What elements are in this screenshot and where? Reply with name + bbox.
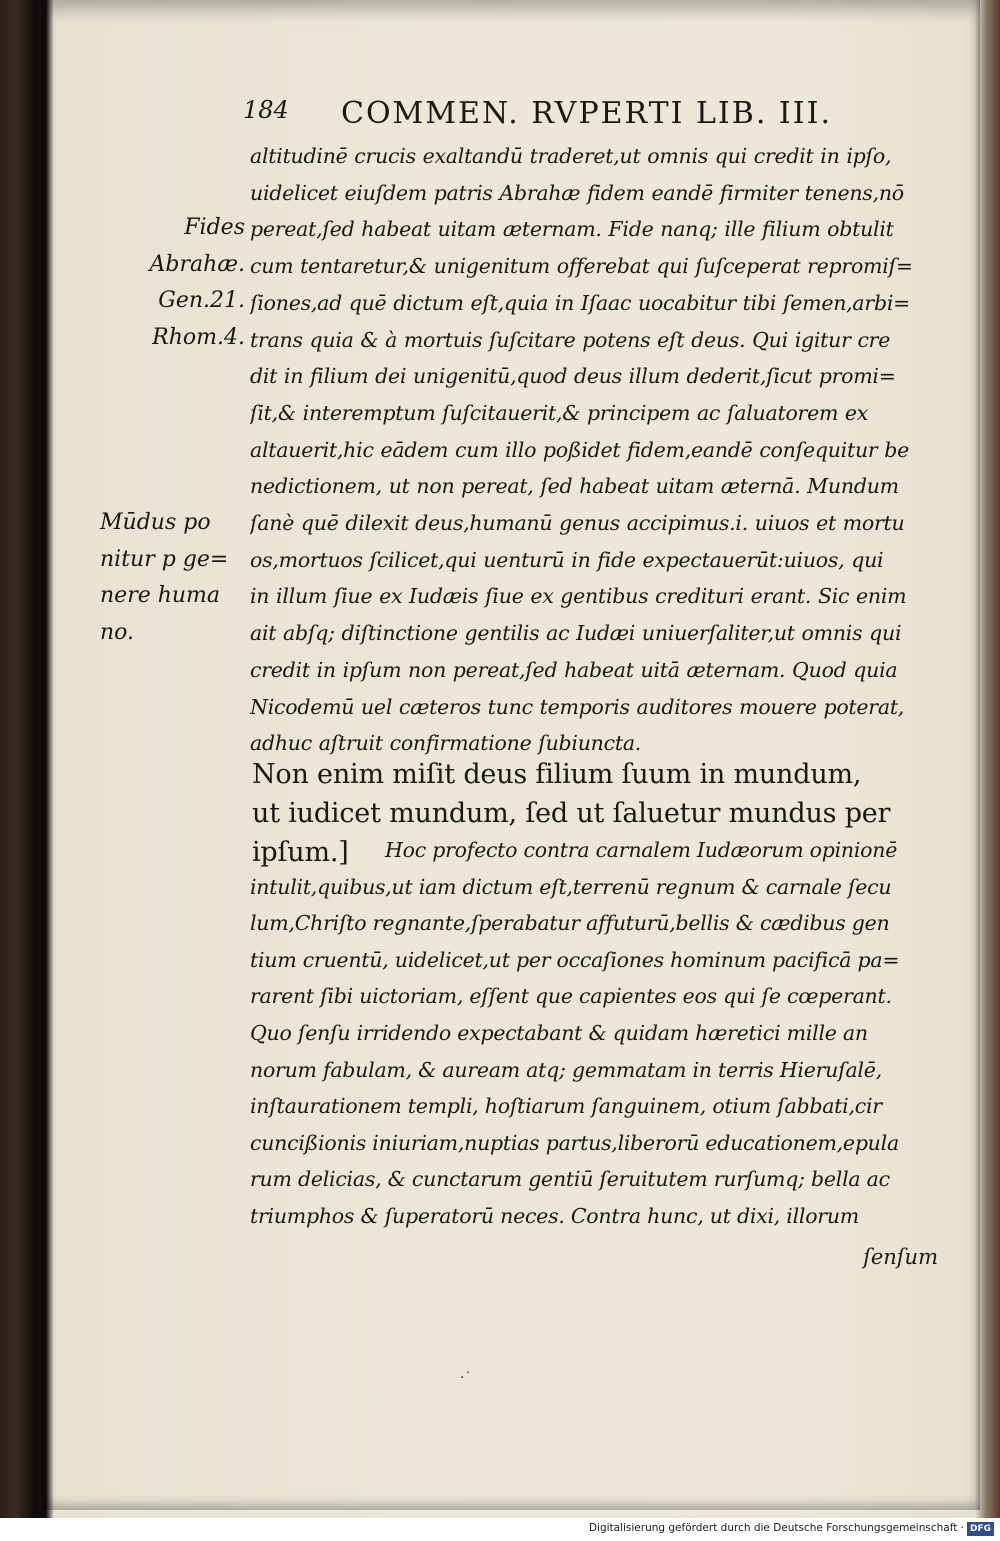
margin-note-abrahae: Abrahæ. xyxy=(149,251,245,277)
commentary-text-block-2 xyxy=(250,832,938,1235)
dfg-logo: DFG xyxy=(967,1522,994,1536)
text-line: tium cruentū, uidelicet,ut per occaſiones hominum pacificā pa= xyxy=(250,947,900,972)
margin-note-fides: Fides xyxy=(184,215,245,240)
text-line: altitudinē crucis exaltandū traderet,ut omnis qui credit in ipſo, xyxy=(250,144,892,168)
credit-bar xyxy=(0,1518,1000,1541)
margin-note-mundus-line: no. xyxy=(100,619,135,645)
text-line: nedictionem, ut non pereat, ſed habeat uitam æternā. Mundum xyxy=(250,474,899,499)
margin-note-romans-ref: Rhom.4. xyxy=(152,324,245,350)
text-line: pereat,ſed habeat uitam æternam. Fide nanq; ille filium obtulit xyxy=(250,217,894,242)
catchword: ſenſum xyxy=(863,1245,938,1269)
margin-note-mundus-line: nere huma xyxy=(100,583,221,608)
text-line: in illum ſiue ex Iudæis ſiue ex gentibus credituri erant. Sic enim xyxy=(250,584,907,609)
scripture-line: ut iudicet mundum, ſed ut ſaluetur mundus per xyxy=(252,798,891,829)
text-line: credit in ipſum non pereat,ſed habeat uitā æternam. Quod quia xyxy=(250,657,898,682)
margin-notes xyxy=(100,210,245,645)
scripture-line: ipſum.] xyxy=(252,837,349,868)
text-line: ſiones,ad quē dictum eſt,quia in Iſaac uocabitur tibi ſemen,arbi= xyxy=(250,290,911,315)
margin-note-mundus-line: nitur p ge= xyxy=(100,546,229,572)
margin-note-genesis-ref: Gen.21. xyxy=(158,288,245,313)
running-header xyxy=(243,96,943,140)
text-line: trans quia & à mortuis ſuſcitare potens eſt deus. Qui igitur cre xyxy=(250,327,891,352)
scripture-line: Non enim miſit deus filium ſuum in mundum, xyxy=(252,759,862,790)
text-line: ſit,& interemptum ſuſcitauerit,& principem ac ſaluatorem ex xyxy=(250,400,869,425)
text-line: altauerit,hic eādem cum illo poßidet fidem,eandē conſequitur be xyxy=(250,437,909,462)
text-line: norum fabulam, & auream atq; gemmatam in terris Hieruſalē, xyxy=(250,1057,882,1082)
text-line: adhuc aſtruit confirmatione ſubiuncta. xyxy=(250,731,642,756)
text-line: ait abſq; diſtinctione gentilis ac Iudæi uniuerſaliter,ut omnis qui xyxy=(250,621,902,646)
text-line: os,mortuos ſcilicet,qui uenturū in fide expectauerūt:uiuos, qui xyxy=(250,547,884,572)
text-line: ſanè quē dilexit deus,humanū genus accipimus.i. uiuos et mortu xyxy=(250,511,905,536)
margin-note-mundus-line: Mūdus po xyxy=(100,510,211,535)
text-line: intulit,quibus,ut iam dictum eſt,terrenū regnum & carnale ſecu xyxy=(250,874,892,899)
text-line: Hoc profecto contra carnalem Iudæorum opinionē xyxy=(385,838,898,862)
funding-credit: Digitalisierung gefördert durch die Deutsche Forschungsgemeinschaft · xyxy=(588,1522,964,1534)
text-line: cum tentaretur,& unigenitum offerebat qui ſuſceperat repromiſ= xyxy=(250,254,913,279)
text-line: rarent ſibi uictoriam, eſſent que capientes eos qui ſe cœperant. xyxy=(250,984,892,1009)
text-line: cuncißionis iniuriam,nuptias partus,liberorū educationem,epula xyxy=(250,1130,899,1155)
text-line: Nicodemū uel cæteros tunc temporis auditores mouere poterat, xyxy=(250,694,905,719)
running-head-title: COMMEN. RVPERTI LIB. III. xyxy=(341,96,832,131)
text-line: dit in filium dei unigenitū,quod deus illum dederit,ſicut promi= xyxy=(250,364,896,389)
margin-note-mundus xyxy=(100,505,245,651)
text-line: rum delicias, & cunctarum gentiū ſeruitutem rurſumq; bella ac xyxy=(250,1167,890,1192)
commentary-text-block-1 xyxy=(250,138,938,762)
page-number: 184 xyxy=(243,96,289,124)
ink-speck: ·˙ xyxy=(460,1370,472,1386)
text-line: uidelicet eiuſdem patris Abrahæ fidem eandē firmiter tenens,nō xyxy=(250,180,904,205)
text-line: triumphos & ſuperatorū neces. Contra hunc, ut dixi, illorum xyxy=(250,1203,859,1228)
text-line: lum,Chriſto regnante,ſperabatur affuturū,bellis & cædibus gen xyxy=(250,911,890,936)
text-line: Quo ſenſu irridendo expectabant & quidam hæretici mille an xyxy=(250,1020,868,1045)
text-line: inſtaurationem templi, hoſtiarum ſanguinem, otium ſabbati,cir xyxy=(250,1094,882,1119)
